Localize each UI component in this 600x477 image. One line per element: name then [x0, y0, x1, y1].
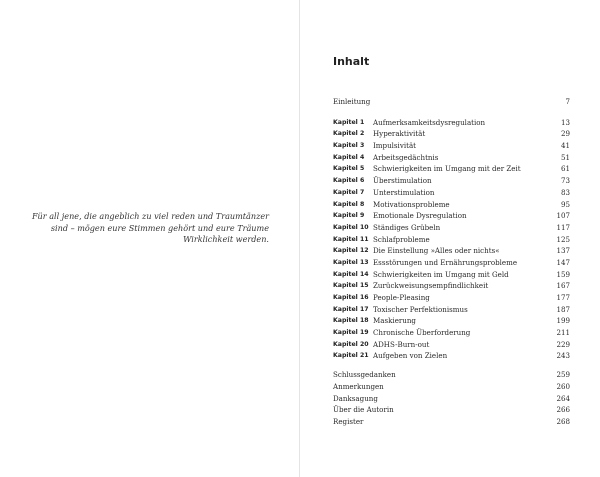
chapter-title: Zurückweisungsempfindlichkeit: [373, 281, 489, 291]
entry-page: 167: [556, 281, 570, 291]
toc-entry-chapter[interactable]: [333, 234, 570, 246]
entry-page: 211: [556, 328, 570, 338]
chapter-number: Kapitel 17: [333, 305, 369, 313]
chapter-title: Emotionale Dysregulation: [373, 211, 467, 221]
toc-entry-chapter[interactable]: [333, 222, 570, 234]
dedication-line: Für all jene, die angeblich zu viel reden und Traumtänzer: [31, 211, 269, 221]
entry-page: 41: [560, 141, 570, 151]
chapter-title: Unterstimulation: [373, 187, 435, 197]
entry-page: 259: [556, 370, 570, 380]
toc-entry-chapter[interactable]: [333, 339, 570, 351]
toc-entry-chapter[interactable]: [333, 140, 570, 152]
entry-page: 177: [556, 293, 570, 302]
chapter-title: Überstimulation: [373, 176, 432, 186]
chapter-title: ADHS-Burn-out: [373, 339, 430, 349]
entry-page: 159: [556, 269, 570, 279]
toc-entry-chapter[interactable]: [333, 245, 570, 257]
chapter-number: Kapitel 3: [333, 142, 365, 150]
chapter-title: Motivationsprobleme: [373, 199, 450, 209]
chapter-title: Schwierigkeiten im Umgang mit der Zeit: [373, 164, 521, 174]
entry-page: 137: [556, 246, 570, 256]
entry-page: 107: [556, 211, 570, 221]
table-of-contents: [333, 96, 570, 428]
entry-page: 7: [565, 97, 570, 106]
chapter-title: Toxischer Perfektionismus: [373, 304, 468, 314]
entry-page: 147: [556, 257, 570, 267]
entry-page: 83: [560, 187, 570, 197]
dedication: [29, 211, 269, 246]
entry-page: 73: [560, 176, 570, 186]
toc-entry-chapter[interactable]: [333, 280, 570, 292]
entry-page: 95: [560, 199, 570, 209]
dedication-line: Wirklichkeit werden.: [183, 234, 269, 244]
chapter-number: Kapitel 14: [333, 270, 369, 278]
entry-page: 199: [556, 316, 570, 326]
entry-page: 13: [560, 117, 570, 127]
toc-entry-back-matter[interactable]: [333, 393, 570, 405]
chapter-number: Kapitel 20: [333, 340, 369, 348]
left-page: [0, 0, 299, 477]
chapter-number: Kapitel 21: [333, 352, 369, 360]
toc-entry-chapter[interactable]: [333, 292, 570, 304]
chapter-number: Kapitel 10: [333, 223, 369, 231]
chapter-title: Arbeitsgedächtnis: [373, 152, 439, 162]
chapter-title: Schlafprobleme: [373, 234, 430, 244]
toc-entry-chapter[interactable]: [333, 315, 570, 327]
chapter-number: Kapitel 12: [333, 247, 369, 255]
toc-title: Inhalt: [333, 55, 370, 68]
entry-title: Über die Autorin: [333, 405, 394, 415]
entry-page: 268: [556, 416, 570, 426]
toc-entry-chapter[interactable]: [333, 350, 570, 362]
chapter-title: Essstörungen und Ernährungsprobleme: [373, 257, 518, 267]
toc-entry-chapter[interactable]: [333, 152, 570, 164]
toc-entry-chapter[interactable]: [333, 187, 570, 199]
chapter-title: Hyperaktivität: [373, 129, 426, 139]
dedication-line: sind – mögen eure Stimmen gehört und eure Träume: [50, 222, 269, 233]
chapter-title: Aufmerksamkeitsdysregulation: [373, 117, 486, 127]
chapter-number: Kapitel 2: [333, 130, 365, 138]
entry-page: 117: [556, 222, 570, 232]
back-matter-list: [333, 369, 570, 427]
toc-entry-chapter[interactable]: [333, 163, 570, 175]
entry-title: Einleitung: [333, 97, 371, 106]
entry-title: Register: [333, 416, 364, 426]
toc-entry-back-matter[interactable]: [333, 381, 570, 393]
toc-entry-chapter[interactable]: [333, 327, 570, 339]
chapter-number: Kapitel 1: [333, 118, 365, 126]
toc-entry-intro[interactable]: [333, 96, 570, 108]
chapter-title: Maskierung: [373, 316, 416, 326]
toc-entry-chapter[interactable]: [333, 199, 570, 211]
chapter-number: Kapitel 11: [333, 235, 369, 243]
entry-page: 187: [556, 304, 570, 314]
chapter-number: Kapitel 19: [333, 329, 369, 337]
entry-page: 125: [556, 234, 570, 244]
chapter-number: Kapitel 9: [333, 212, 365, 220]
chapter-list: [333, 117, 570, 362]
toc-entry-chapter[interactable]: [333, 304, 570, 316]
toc-entry-chapter[interactable]: [333, 128, 570, 140]
chapter-title: People-Pleasing: [373, 293, 430, 302]
chapter-number: Kapitel 15: [333, 282, 369, 290]
entry-page: 264: [556, 393, 570, 403]
right-page: [300, 0, 600, 477]
toc-entry-chapter[interactable]: [333, 117, 570, 129]
toc-entry-chapter[interactable]: [333, 175, 570, 187]
chapter-number: Kapitel 8: [333, 200, 365, 208]
chapter-number: Kapitel 18: [333, 317, 369, 325]
entry-page: 243: [556, 351, 570, 361]
entry-page: 61: [560, 164, 570, 174]
entry-page: 266: [556, 405, 570, 415]
entry-title: Danksagung: [333, 393, 378, 403]
chapter-number: Kapitel 5: [333, 165, 365, 173]
chapter-number: Kapitel 16: [333, 294, 369, 301]
chapter-title: Chronische Überforderung: [373, 328, 471, 338]
chapter-number: Kapitel 7: [333, 188, 365, 196]
chapter-number: Kapitel 6: [333, 177, 365, 185]
toc-entry-back-matter[interactable]: [333, 369, 570, 381]
toc-entry-chapter[interactable]: [333, 269, 570, 281]
toc-entry-back-matter[interactable]: [333, 416, 570, 428]
toc-entry-back-matter[interactable]: [333, 404, 570, 416]
entry-page: 229: [556, 339, 570, 349]
entry-page: 29: [560, 129, 570, 139]
entry-title: Schlussgedanken: [333, 370, 396, 380]
toc-entry-chapter[interactable]: [333, 257, 570, 269]
entry-page: 260: [556, 381, 570, 391]
chapter-title: Aufgeben von Zielen: [373, 351, 448, 361]
entry-title: Anmerkungen: [333, 381, 384, 391]
chapter-title: Ständiges Grübeln: [373, 222, 441, 232]
chapter-number: Kapitel 4: [333, 153, 365, 161]
chapter-title: Schwierigkeiten im Umgang mit Geld: [373, 269, 509, 279]
entry-page: 51: [560, 152, 570, 162]
chapter-number: Kapitel 13: [333, 258, 369, 266]
toc-entry-chapter[interactable]: [333, 210, 570, 222]
chapter-title: Impulsivität: [373, 141, 417, 151]
chapter-title: Die Einstellung »Alles oder nichts«: [373, 246, 500, 256]
